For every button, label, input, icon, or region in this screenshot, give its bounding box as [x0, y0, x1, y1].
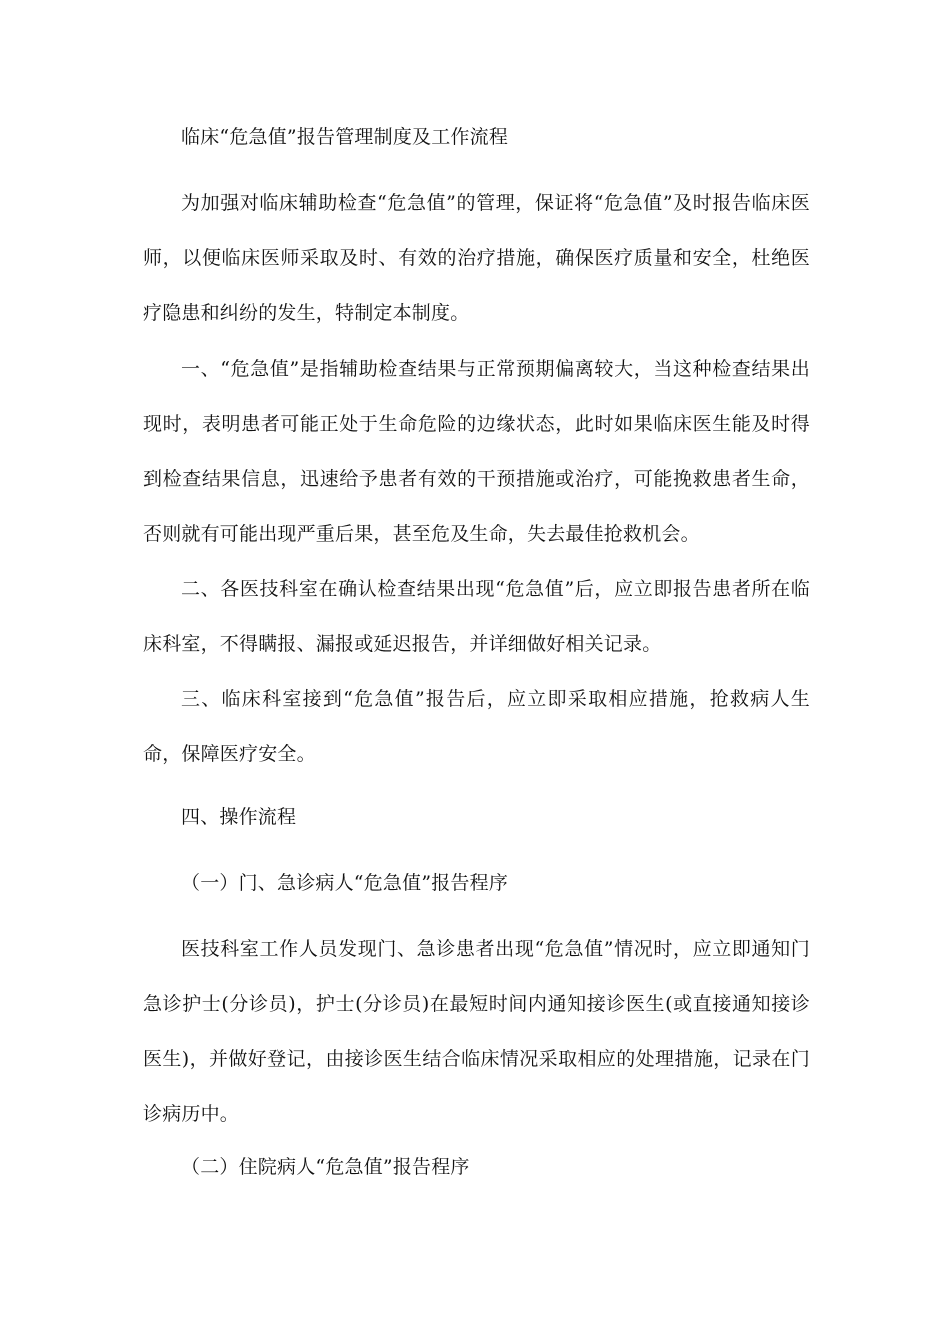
paragraph-outpatient-procedure: 医技科室工作人员发现门、急诊患者出现“危急值”情况时，应立即通知门急诊护士(分诊员)，护士(分诊员)在最短时间内通知接诊医生(或直接通知接诊医生)，并做好登记，由接诊医生结合临床情况采取相应的处理措施，记录在门诊病历中。: [143, 938, 810, 1125]
paragraph-clinical-response: 三、临床科室接到“危急值”报告后，应立即采取相应措施，抢救病人生命，保障医疗安全。: [143, 688, 810, 765]
section-heading-workflow: 四、操作流程: [181, 806, 297, 828]
document-title: 临床“危急值”报告管理制度及工作流程: [181, 126, 509, 148]
paragraph-medtech-report: 二、各医技科室在确认检查结果出现“危急值”后，应立即报告患者所在临床科室，不得瞒报、漏报或延迟报告，并详细做好相关记录。: [143, 578, 810, 655]
subsection-heading-inpatient: （二）住院病人“危急值”报告程序: [181, 1156, 470, 1178]
paragraph-intro: 为加强对临床辅助检查“危急值”的管理，保证将“危急值”及时报告临床医师，以便临床医师采取及时、有效的治疗措施，确保医疗质量和安全，杜绝医疗隐患和纠纷的发生，特制定本制度。: [143, 192, 810, 324]
subsection-heading-outpatient: （一）门、急诊病人“危急值”报告程序: [181, 872, 509, 894]
paragraph-definition: 一、“危急值”是指辅助检查结果与正常预期偏离较大，当这种检查结果出现时，表明患者可能正处于生命危险的边缘状态，此时如果临床医生能及时得到检查结果信息，迅速给予患者有效的干预措施或治疗，可能挽救患者生命，否则就有可能出现严重后果，甚至危及生命，失去最佳抢救机会。: [143, 358, 810, 545]
